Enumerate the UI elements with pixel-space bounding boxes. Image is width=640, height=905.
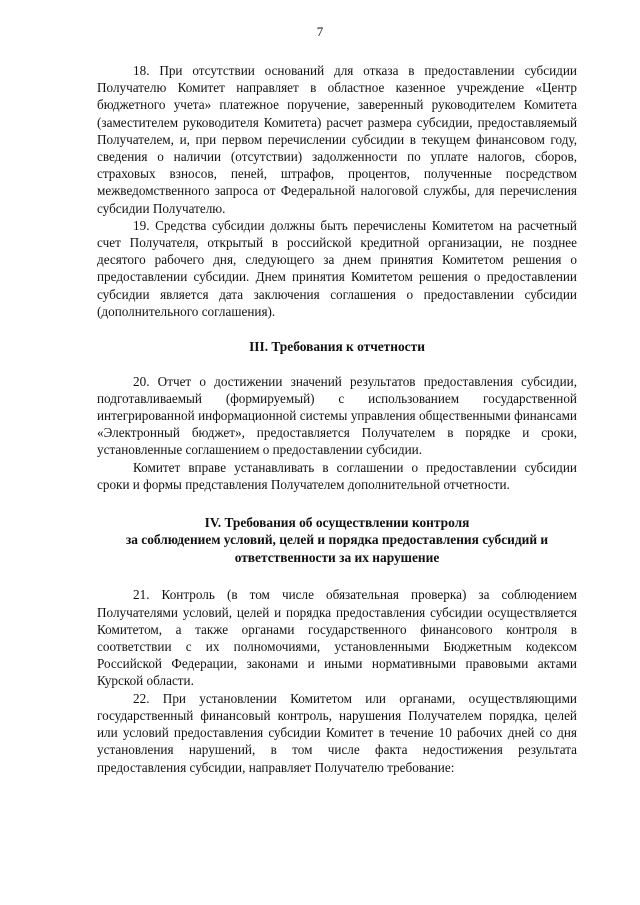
section-4-heading-line-2: за соблюдением условий, целей и порядка предоставления субсидий и: [125, 532, 549, 548]
paragraph-18: 18. При отсутствии оснований для отказа в предоставлении субсидии Получателю Комитет направляет в областное казенное учреждение «Центр бюджетного учета» платежное поручение, заверенный руководителем Комитета (заместителем руководителя Комитета) расчет размера субсидии, предоставляемый Получателем, и, при первом перечислении субсидии в текущем финансовом году, сведения о наличии (отсутствии) задолженности по уплате налогов, сборов, страховых взносов, пеней, штрафов, процентов, полученные посредством межведомственного запроса от Федеральной налоговой службы, для перечисления субсидии Получателю.: [97, 63, 577, 216]
section-3-heading: III. Требования к отчетности: [249, 339, 425, 355]
page-number: 7: [316, 24, 324, 39]
paragraph-20: 20. Отчет о достижении значений результатов предоставления субсидии, подготавливаемый (формируемый) с использованием государственной интегрированной информационной системы управления общественными финансами «Электронный бюджет», предоставляется Получателем в порядке и сроки, установленные соглашением о предоставлении субсидии.: [97, 373, 577, 458]
paragraph-19: 19. Средства субсидии должны быть перечислены Комитетом на расчетный счет Получателя, открытый в российской кредитной организации, не позднее десятого рабочего дня, следующего за днем принятия Комитетом решения о предоставлении субсидии. Днем принятия Комитетом решения о предоставлении субсидии является дата заключения соглашения о предоставлении субсидии (дополнительного соглашения).: [97, 217, 577, 319]
section-4-heading-line-3: ответственности за их нарушение: [234, 549, 440, 565]
paragraph-21: 21. Контроль (в том числе обязательная проверка) за соблюдением Получателями условий, целей и порядка предоставления субсидии осуществляется Комитетом, а также органами государственного финансового контроля в соответствии с их полномочиями, установленными Бюджетным кодексом Российской Федерации, законами и иными нормативными правовыми актами Курской области.: [97, 587, 577, 689]
section-4-heading-line-1: IV. Требования об осуществлении контроля: [204, 514, 470, 530]
paragraph-20-continuation: Комитет вправе устанавливать в соглашении о предоставлении субсидии сроки и формы представления Получателем дополнительной отчетности.: [97, 459, 577, 492]
document-body: [97, 62, 577, 776]
section-4-heading: [97, 514, 577, 567]
paragraph-22: 22. При установлении Комитетом или органами, осуществляющими государственный финансовый контроль, нарушения Получателем порядка, целей или условий предоставления субсидии Комитет в течение 10 рабочих дней со дня установления нарушений, в том числе факта недостижения результата предоставления субсидии, направляет Получателю требование:: [97, 690, 577, 775]
